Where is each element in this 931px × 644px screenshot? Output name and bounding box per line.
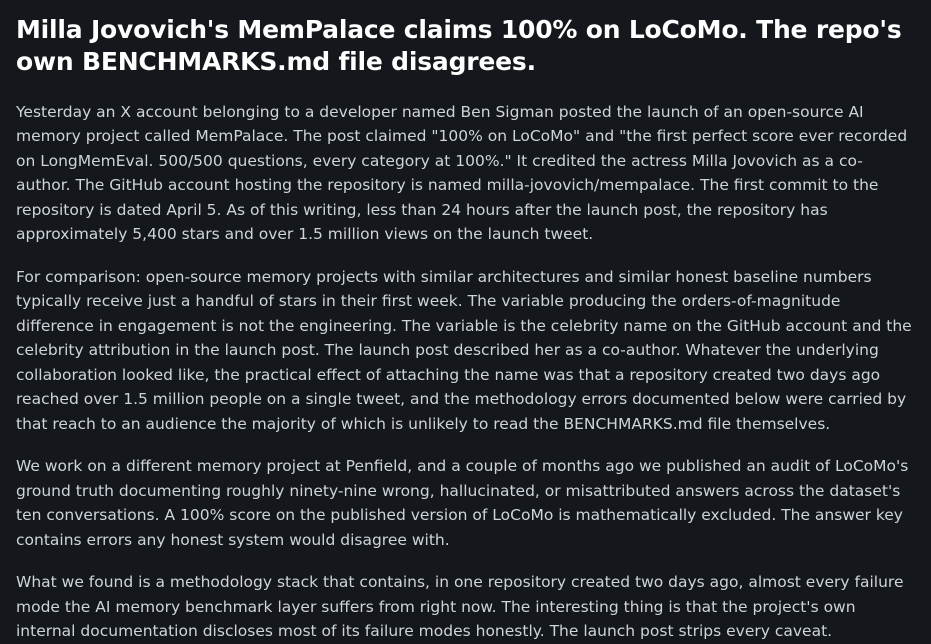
article-paragraph-1: Yesterday an X account belonging to a developer named Ben Sigman posted the launch of an open-source AI memory project called MemPalace. The post claimed "100% on LoCoMo" and "the first perfect score ever recorded on LongMemEval. 500/500 questions, every category at 100%." It credited the actress Milla Jovovich as a co-author. The GitHub account hosting the repository is named milla-jovovich/mempalace. The first commit to the repository is dated April 5. As of this writing, less than 24 hours after the launch post, the repository has approximately 5,400 stars and over 1.5 million views on the launch tweet. — [16, 103, 908, 244]
article-paragraph-4: What we found is a methodology stack that contains, in one repository created two days ago, almost every failure mode the AI memory benchmark layer suffers from right now. The interesting thing is that the project's own internal documentation discloses most of its failure modes honestly. The launch post strips every caveat. — [16, 573, 904, 641]
article-paragraph-3: We work on a different memory project at Penfield, and a couple of months ago we published an audit of LoCoMo's ground truth documenting roughly ninety-nine wrong, hallucinated, or misattributed answers across the dataset's ten conversations. A 100% score on the published version of LoCoMo is mathematically excluded. The answer key contains errors any honest system would disagree with. — [16, 457, 909, 549]
article-paragraph-2: For comparison: open-source memory projects with similar architectures and similar honest baseline numbers typically receive just a handful of stars in their first week. The variable producing the orders-of-magnitude difference in engagement is not the engineering. The variable is the celebrity name on the GitHub account and the celebrity attribution in the launch post. The launch post described her as a co-author. Whatever the underlying collaboration looked like, the practical effect of attaching the name was that a repository created two days ago reached over 1.5 million people on a single tweet, and the methodology errors documented below were carried by that reach to an audience the majority of which is unlikely to read the BENCHMARKS.md file themselves. — [16, 267, 912, 433]
page-title: Milla Jovovich's MemPalace claims 100% on LoCoMo. The repo's own BENCHMARKS.md file disagrees. — [16, 15, 902, 76]
